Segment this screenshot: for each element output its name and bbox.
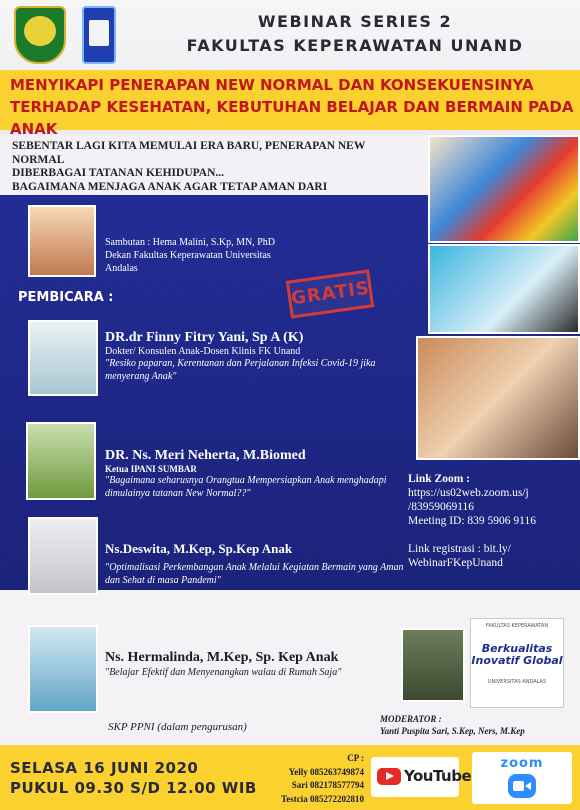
speaker3-photo <box>28 517 98 595</box>
speaker4 <box>105 650 405 679</box>
speaker-role: Dokter/ Konsulen Anak-Dosen Klinis FK Unand <box>105 346 301 357</box>
tree-icon <box>24 16 56 46</box>
skp-note: SKP PPNI (dalam pengurusan) <box>108 721 247 733</box>
cp-contact: Testcia 085272202810 <box>281 793 364 804</box>
speaker1-photo <box>28 320 98 396</box>
intro-line: DIBERBAGAI TATANAN KEHIDUPAN... <box>12 167 225 179</box>
cp-contact: Sari 082178577794 <box>291 780 364 790</box>
speaker-name: Ns.Deswita, M.Kep, Sp.Kep Anak <box>105 541 293 556</box>
faculty-tagline-card <box>470 618 564 708</box>
dean-photo <box>28 205 96 277</box>
zoom-info <box>408 472 576 528</box>
sambutan-line: Andalas <box>105 263 138 274</box>
book-icon <box>89 20 109 46</box>
speaker-name: Ns. Hermalinda, M.Kep, Sp. Kep Anak <box>105 650 339 665</box>
header-line1: WEBINAR SERIES 2 <box>257 12 453 31</box>
sambutan-line: Dekan Fakultas Keperawatan Universitas <box>105 250 271 261</box>
youtube-logo[interactable] <box>371 757 472 797</box>
moderator-info <box>380 714 575 736</box>
speaker-name: DR.dr Finny Fitry Yani, Sp A (K) <box>105 330 304 345</box>
zoom-logo[interactable] <box>472 752 572 804</box>
schedule-time: PUKUL 09.30 S/D 12.00 WIB <box>10 779 257 797</box>
schedule-date: SELASA 16 JUNI 2020 <box>10 759 199 777</box>
speaker2-photo <box>26 422 96 500</box>
unand-logo <box>14 6 66 64</box>
moderator-label: MODERATOR : <box>380 714 442 724</box>
youtube-play-icon <box>377 768 401 785</box>
speaker4-photo <box>28 625 98 713</box>
youtube-wordmark: YouTube <box>404 767 472 785</box>
webinar-title: MENYIKAPI PENERAPAN NEW NORMAL DAN KONSEKUENSINYA TERHADAP KESEHATAN, KEBUTUHAN BELAJAR DAN BERMAIN PADA ANAK <box>10 76 574 138</box>
speaker1 <box>105 330 405 383</box>
intro-line: BAGAIMANA MENJAGA ANAK AGAR TETAP AMAN DARI <box>12 180 328 193</box>
cp-contact: Yelly 085263749874 <box>288 766 364 777</box>
classroom-photo <box>428 244 580 334</box>
card-top-text: FAKULTAS KEPERAWATAN <box>485 623 549 629</box>
gratis-stamp: GRATIS <box>286 269 374 318</box>
registration-info <box>408 542 576 570</box>
contact-persons <box>262 752 364 806</box>
speaker-topic: "Resiko paparan, Kerentanan dan Perjalanan Infeksi Covid-19 jika menyerang Anak" <box>105 358 376 382</box>
moderator-name: Yanti Puspita Sari, S.Kep, Ners, M.Kep <box>380 726 525 736</box>
speaker-topic: "Bagaimana seharusnya Orangtua Mempersiapkan Anak menghadapi dimulainya tatanan New Normal??" <box>105 475 387 499</box>
header-line2: FAKULTAS KEPERAWATAN UNAND <box>186 36 524 55</box>
registration-line[interactable]: Link registrasi : bit.ly/ <box>408 543 511 555</box>
zoom-meeting-id: Meeting ID: 839 5906 9116 <box>408 515 536 527</box>
pembicara-label: PEMBICARA : <box>18 290 114 305</box>
speaker-name: DR. Ns. Meri Neherta, M.Biomed <box>105 448 306 463</box>
zoom-link-cont[interactable]: /83959069116 <box>408 501 475 513</box>
faculty-logo <box>82 6 116 64</box>
zoom-link[interactable]: https://us02web.zoom.us/j <box>408 487 529 499</box>
zoom-label: Link Zoom : <box>408 473 470 485</box>
card-bottom-text: UNIVERSITAS ANDALAS <box>487 679 547 685</box>
children-photo <box>416 336 580 460</box>
speaker-topic: "Belajar Efektif dan Menyenangkan walau di Rumah Saja" <box>105 667 342 678</box>
video-camera-icon <box>508 774 536 798</box>
cp-label: CP : <box>347 753 364 763</box>
moderator-photo <box>401 628 465 702</box>
card-tagline: Berkualitas Inovatif Global <box>471 642 563 667</box>
zoom-wordmark: zoom <box>500 756 544 771</box>
registration-line[interactable]: WebinarFKepUnand <box>408 557 503 569</box>
speaker3 <box>105 541 405 587</box>
sambutan-text <box>105 236 365 275</box>
speaker-topic: "Optimalisasi Perkembangan Anak Melalui Kegiatan Bermain yang Aman dan Sehat di masa Pandemi" <box>105 562 404 586</box>
intro-line: SEBENTAR LAGI KITA MEMULAI ERA BARU, PENERAPAN NEW NORMAL <box>12 140 366 166</box>
speaker-role: Ketua IPANI SUMBAR <box>105 464 197 474</box>
schedule <box>10 758 257 798</box>
toys-photo <box>428 135 580 243</box>
speaker2 <box>105 448 405 500</box>
sambutan-line: Sambutan : Hema Malini, S.Kp, MN, PhD <box>105 237 275 248</box>
